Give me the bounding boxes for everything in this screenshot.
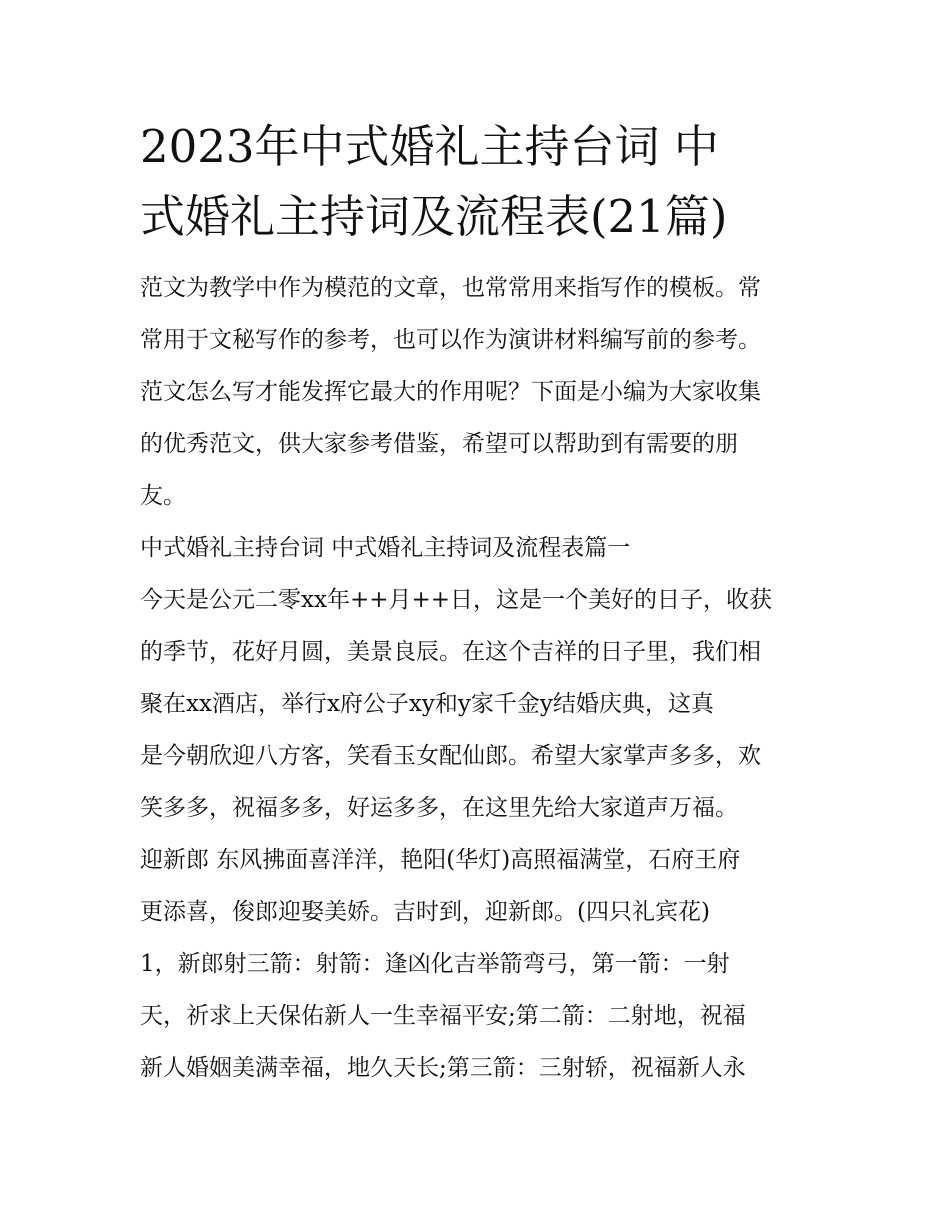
body-line: 是今朝欣迎八方客，笑看玉女配仙郎。希望大家掌声多多，欢 bbox=[140, 743, 761, 769]
body-line: 常用于文秘写作的参考，也可以作为演讲材料编写前的参考。 bbox=[140, 327, 761, 353]
body-line: 范文为教学中作为模范的文章，也常常用来指写作的模板。常 bbox=[140, 275, 761, 301]
body-line: 迎新郎 东风拂面喜洋洋，艳阳(华灯)高照福满堂，石府王府 bbox=[140, 847, 741, 873]
body-line: 更添喜，俊郎迎娶美娇。吉时到，迎新郎。(四只礼宾花) bbox=[140, 899, 710, 925]
body-line: 范文怎么写才能发挥它最大的作用呢？下面是小编为大家收集 bbox=[140, 379, 761, 405]
body-line: 天，祈求上天保佑新人一生幸福平安;第二箭：二射地，祝福 bbox=[140, 1003, 746, 1029]
title-line-1: 2023年中式婚礼主持台词 中 bbox=[140, 120, 719, 173]
document-title bbox=[140, 112, 820, 252]
body-line: 友。 bbox=[140, 483, 186, 509]
document-body bbox=[140, 262, 820, 1094]
body-line: 新人婚姻美满幸福，地久天长;第三箭：三射轿，祝福新人永 bbox=[140, 1055, 746, 1081]
section-heading: 中式婚礼主持台词 中式婚礼主持词及流程表篇一 bbox=[140, 535, 631, 561]
body-line: 聚在xx酒店，举行x府公子xy和y家千金y结婚庆典，这真 bbox=[140, 691, 714, 717]
title-line-2: 式婚礼主持词及流程表(21篇) bbox=[140, 190, 728, 243]
body-line: 笑多多，祝福多多，好运多多，在这里先给大家道声万福。 bbox=[140, 795, 738, 821]
document-page bbox=[140, 112, 820, 1094]
body-line: 1，新郎射三箭：射箭：逢凶化吉举箭弯弓，第一箭：一射 bbox=[140, 951, 730, 977]
body-line: 的优秀范文，供大家参考借鉴，希望可以帮助到有需要的朋 bbox=[140, 431, 738, 457]
body-line: 今天是公元二零xx年++月++日，这是一个美好的日子，收获 bbox=[140, 587, 773, 613]
body-line: 的季节，花好月圆，美景良辰。在这个吉祥的日子里，我们相 bbox=[140, 639, 761, 665]
